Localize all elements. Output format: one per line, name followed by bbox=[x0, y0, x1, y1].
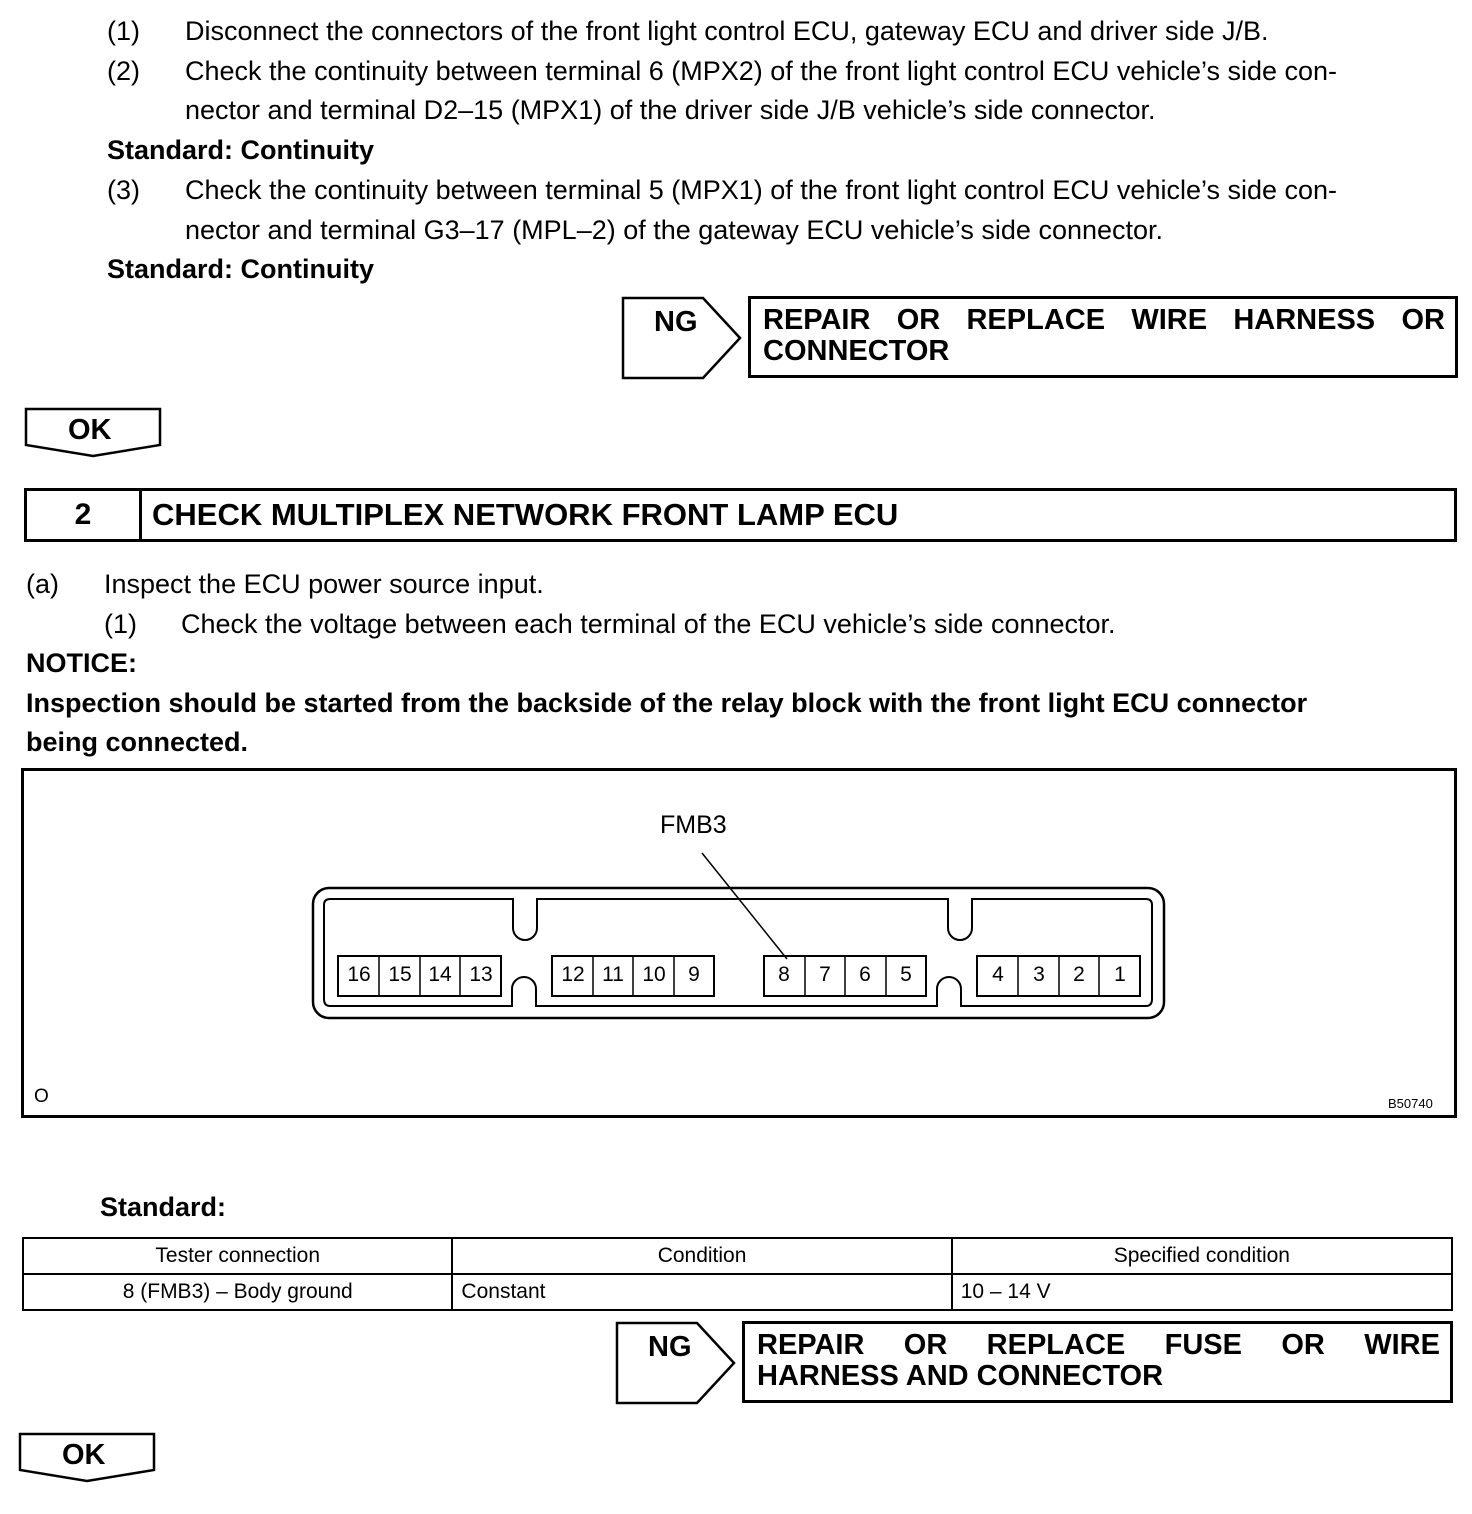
pin-number: 9 bbox=[688, 963, 700, 986]
pin-number: 4 bbox=[992, 963, 1004, 986]
pin-number: 2 bbox=[1073, 963, 1085, 986]
ng-action-box bbox=[748, 296, 1458, 378]
item-text-line1: Check the continuity between terminal 6 (MPX2) of the front light control ECU vehicle’s side con- bbox=[185, 56, 1338, 86]
action-word: OR bbox=[1281, 1329, 1325, 1361]
connector-callout-label: FMB3 bbox=[660, 811, 727, 839]
ng-arrow bbox=[621, 296, 743, 380]
item-text-line1: Check the continuity between terminal 5 (MPX1) of the front light control ECU vehicle’s side con- bbox=[185, 175, 1338, 205]
ng-action-line2: CONNECTOR bbox=[763, 335, 950, 367]
ng-action-line1 bbox=[757, 1330, 1440, 1361]
item-text-line2: nector and terminal D2–15 (MPX1) of the driver side J/B vehicle’s side connector. bbox=[185, 95, 1156, 125]
ng-label: NG bbox=[648, 1331, 692, 1363]
action-word: REPLACE bbox=[966, 304, 1106, 336]
ok-label: OK bbox=[62, 1439, 106, 1471]
connector-diagram bbox=[24, 771, 1454, 1115]
sub-step-label: (a) bbox=[26, 569, 59, 599]
ng-action-line1 bbox=[763, 305, 1445, 336]
column-header: Tester connection bbox=[23, 1238, 452, 1274]
pin-number: 14 bbox=[428, 963, 452, 986]
item-number: (1) bbox=[107, 16, 140, 46]
table-cell: 10 – 14 V bbox=[952, 1274, 1452, 1310]
ng-action-line2: HARNESS AND CONNECTOR bbox=[757, 1360, 1164, 1392]
pin-number: 12 bbox=[561, 963, 585, 986]
ok-label: OK bbox=[68, 414, 112, 446]
pin-number: 5 bbox=[900, 963, 912, 986]
action-word: WIRE bbox=[1131, 304, 1208, 336]
action-word: OR bbox=[903, 1329, 948, 1361]
item-number: (3) bbox=[107, 175, 140, 205]
standard-label: Standard: bbox=[100, 1192, 227, 1222]
item-text: Check the voltage between each terminal of the ECU vehicle’s side connector. bbox=[181, 609, 1116, 639]
item-text: Disconnect the connectors of the front light control ECU, gateway ECU and driver side J/B. bbox=[185, 16, 1269, 46]
table-cell: 8 (FMB3) – Body ground bbox=[23, 1274, 452, 1310]
step-number: 2 bbox=[27, 491, 142, 539]
ng-arrow bbox=[615, 1321, 737, 1405]
action-word: REPAIR bbox=[763, 304, 871, 336]
pin-number-fmb3: 8 bbox=[778, 963, 790, 986]
notice-label: NOTICE: bbox=[26, 648, 137, 678]
figure-id: B50740 bbox=[1388, 1096, 1433, 1111]
step-title: CHECK MULTIPLEX NETWORK FRONT LAMP ECU bbox=[152, 497, 899, 532]
table-cell: Constant bbox=[452, 1274, 951, 1310]
column-header: Specified condition bbox=[952, 1238, 1452, 1274]
ok-arrow bbox=[18, 1432, 156, 1484]
ng-action-box bbox=[742, 1321, 1453, 1403]
action-word: OR bbox=[1401, 304, 1445, 336]
pin-number: 10 bbox=[642, 963, 666, 986]
sub-step-text: Inspect the ECU power source input. bbox=[104, 569, 544, 599]
item-number: (2) bbox=[107, 56, 140, 86]
action-word: REPAIR bbox=[757, 1329, 865, 1361]
pin-number: 6 bbox=[859, 963, 871, 986]
ng-label: NG bbox=[654, 306, 698, 338]
corner-mark: O bbox=[34, 1086, 49, 1107]
pin-number: 1 bbox=[1114, 963, 1126, 986]
notice-text-line2: being connected. bbox=[26, 727, 249, 757]
action-word: HARNESS bbox=[1233, 304, 1376, 336]
table-header-row bbox=[23, 1238, 1452, 1274]
pin-number: 13 bbox=[469, 963, 493, 986]
column-header: Condition bbox=[452, 1238, 951, 1274]
action-word: FUSE bbox=[1164, 1329, 1242, 1361]
step-header bbox=[24, 488, 1457, 542]
standard-continuity-label: Standard: Continuity bbox=[107, 135, 374, 165]
connector-figure bbox=[21, 768, 1457, 1118]
pin-number: 3 bbox=[1033, 963, 1045, 986]
standard-table bbox=[22, 1237, 1453, 1311]
table-row bbox=[23, 1274, 1452, 1310]
item-number: (1) bbox=[104, 609, 137, 639]
action-word: WIRE bbox=[1364, 1329, 1440, 1361]
notice-text-line1: Inspection should be started from the backside of the relay block with the front light ECU connector bbox=[26, 688, 1308, 718]
pin-number: 16 bbox=[347, 963, 371, 986]
pin-number: 15 bbox=[388, 963, 412, 986]
action-word: OR bbox=[896, 304, 941, 336]
ok-arrow bbox=[24, 407, 162, 459]
item-text-line2: nector and terminal G3–17 (MPL–2) of the gateway ECU vehicle’s side connector. bbox=[185, 215, 1164, 245]
pin-number: 7 bbox=[819, 963, 831, 986]
pin-number: 11 bbox=[602, 963, 624, 986]
action-word: REPLACE bbox=[986, 1329, 1126, 1361]
standard-continuity-label: Standard: Continuity bbox=[107, 254, 374, 284]
